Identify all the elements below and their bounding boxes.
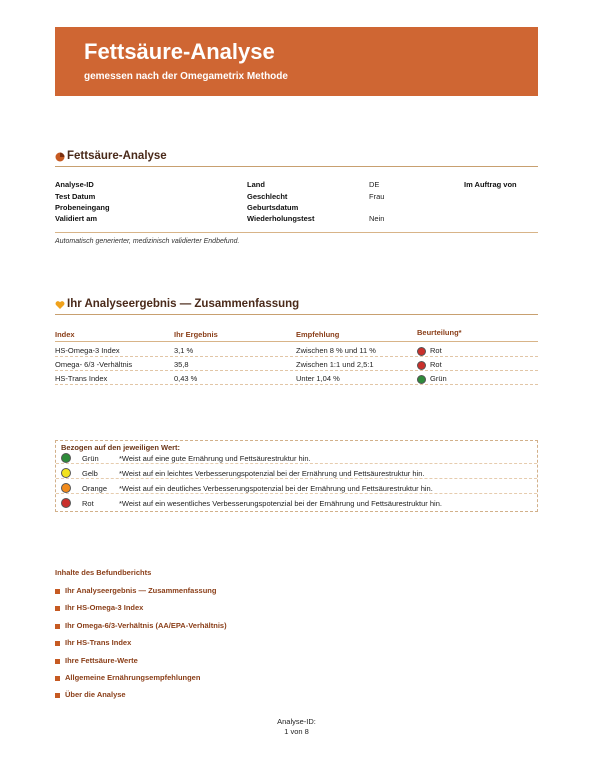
table-row xyxy=(55,345,538,357)
toc-item[interactable] xyxy=(55,603,143,612)
cell-ergebnis: 0,43 % xyxy=(174,374,198,383)
page-footer xyxy=(0,717,593,737)
toc-title: Inhalte des Befundberichts xyxy=(55,568,152,577)
column-header-empfehlung: Empfehlung xyxy=(296,330,340,339)
cell-ergebnis: 35,8 xyxy=(174,360,189,369)
legend-item-name: Gelb xyxy=(82,469,98,478)
validation-note: Automatisch generierter, medizinisch validierter Endbefund. xyxy=(55,238,240,245)
page-number: 1 von 8 xyxy=(284,727,309,736)
label-probeneingang: Probeneingang xyxy=(55,203,110,212)
section-title: Ihr Analyseergebnis — Zusammenfassung xyxy=(67,298,300,310)
toc-item-label: Ihr HS-Trans Index xyxy=(65,638,132,647)
cell-beurteilung xyxy=(417,346,442,356)
cell-ergebnis: 3,1 % xyxy=(174,346,194,355)
toc-item[interactable] xyxy=(55,638,131,647)
toc-item[interactable] xyxy=(55,690,126,699)
legend-item-text: *Weist auf ein leichtes Verbesserungspotenzial bei der Ernährung und Fettsäurestruktur hin. xyxy=(119,469,425,478)
legend-item-name: Orange xyxy=(82,484,108,493)
toc-item-label: Über die Analyse xyxy=(65,690,126,699)
legend-item-text: *Weist auf eine gute Ernährung und Fettsäurestruktur hin. xyxy=(119,454,311,463)
label-geburtsdatum: Geburtsdatum xyxy=(247,203,299,212)
label-analyse-id: Analyse-ID xyxy=(55,180,94,189)
cell-index: Omega- 6/3 -Verhältnis xyxy=(55,360,133,369)
bullet-square-icon xyxy=(55,624,60,629)
bullet-square-icon xyxy=(55,641,60,646)
page-subtitle: gemessen nach der Omegametrix Methode xyxy=(84,71,288,82)
label-geschlecht: Geschlecht xyxy=(247,192,288,201)
table-header xyxy=(55,330,538,342)
heart-icon xyxy=(55,300,65,310)
cell-index: HS-Trans Index xyxy=(55,374,108,383)
cell-empfehlung: Zwischen 8 % und 11 % xyxy=(296,346,376,355)
value-land: DE xyxy=(369,180,380,189)
toc-item-label: Ihre Fettsäure-Werte xyxy=(65,656,138,665)
rating-label: Grün xyxy=(430,374,447,383)
page-title: Fettsäure-Analyse xyxy=(84,39,275,64)
section-title: Fettsäure-Analyse xyxy=(67,150,167,162)
orange-dot-icon xyxy=(61,483,71,493)
footer-analyse-id: Analyse-ID: xyxy=(277,717,316,726)
bullet-square-icon xyxy=(55,606,60,611)
toc-item[interactable] xyxy=(55,656,138,665)
label-test-datum: Test Datum xyxy=(55,192,96,201)
column-header-ergebnis: Ihr Ergebnis xyxy=(174,330,218,339)
toc-item-label: Ihr Omega-6/3-Verhältnis (AA/EPA-Verhältnis) xyxy=(65,621,227,630)
pie-chart-icon xyxy=(55,152,65,162)
label-land: Land xyxy=(247,180,265,189)
bullet-square-icon xyxy=(55,676,60,681)
column-header-beurteilung: Beurteilung* xyxy=(417,328,462,337)
legend-title: Bezogen auf den jeweiligen Wert: xyxy=(61,443,181,452)
column-header-index: Index xyxy=(55,330,75,339)
green-dot-icon xyxy=(61,453,71,463)
label-validiert-am: Validiert am xyxy=(55,214,98,223)
legend-item xyxy=(56,497,537,509)
header-banner xyxy=(55,27,538,96)
legend-item-text: *Weist auf ein wesentliches Verbesserungspotenzial bei der Ernährung und Fettsäurestruktur hin. xyxy=(119,499,442,508)
divider xyxy=(55,232,538,233)
table-row xyxy=(55,373,538,385)
red-dot-icon xyxy=(61,498,71,508)
legend-box xyxy=(55,440,538,512)
cell-beurteilung xyxy=(417,374,447,384)
legend-item xyxy=(56,452,537,464)
label-im-auftrag-von: Im Auftrag von xyxy=(464,180,517,189)
legend-item-name: Rot xyxy=(82,499,94,508)
table-row xyxy=(55,359,538,371)
section-header-analysis xyxy=(55,150,538,167)
rating-label: Rot xyxy=(430,360,442,369)
yellow-dot-icon xyxy=(61,468,71,478)
bullet-square-icon xyxy=(55,693,60,698)
rating-label: Rot xyxy=(430,346,442,355)
status-dot-icon xyxy=(417,375,426,384)
section-header-summary xyxy=(55,298,538,315)
bullet-square-icon xyxy=(55,589,60,594)
toc-item[interactable] xyxy=(55,673,200,682)
status-dot-icon xyxy=(417,361,426,370)
label-wiederholungstest: Wiederholungstest xyxy=(247,214,315,223)
toc-item-label: Allgemeine Ernährungsempfehlungen xyxy=(65,673,201,682)
toc-item[interactable] xyxy=(55,621,227,630)
toc-item[interactable] xyxy=(55,586,216,595)
legend-item xyxy=(56,482,537,494)
cell-index: HS-Omega-3 Index xyxy=(55,346,120,355)
toc-item-label: Ihr HS-Omega-3 Index xyxy=(65,603,144,612)
legend-item-text: *Weist auf ein deutliches Verbesserungspotenzial bei der Ernährung und Fettsäurestruktur hin. xyxy=(119,484,433,493)
legend-item-name: Grün xyxy=(82,454,99,463)
value-wiederholungstest: Nein xyxy=(369,214,385,223)
toc-item-label: Ihr Analyseergebnis — Zusammenfassung xyxy=(65,586,217,595)
cell-beurteilung xyxy=(417,360,442,370)
bullet-square-icon xyxy=(55,659,60,664)
cell-empfehlung: Unter 1,04 % xyxy=(296,374,340,383)
cell-empfehlung: Zwischen 1:1 und 2,5:1 xyxy=(296,360,374,369)
value-geschlecht: Frau xyxy=(369,192,385,201)
status-dot-icon xyxy=(417,347,426,356)
legend-item xyxy=(56,467,537,479)
